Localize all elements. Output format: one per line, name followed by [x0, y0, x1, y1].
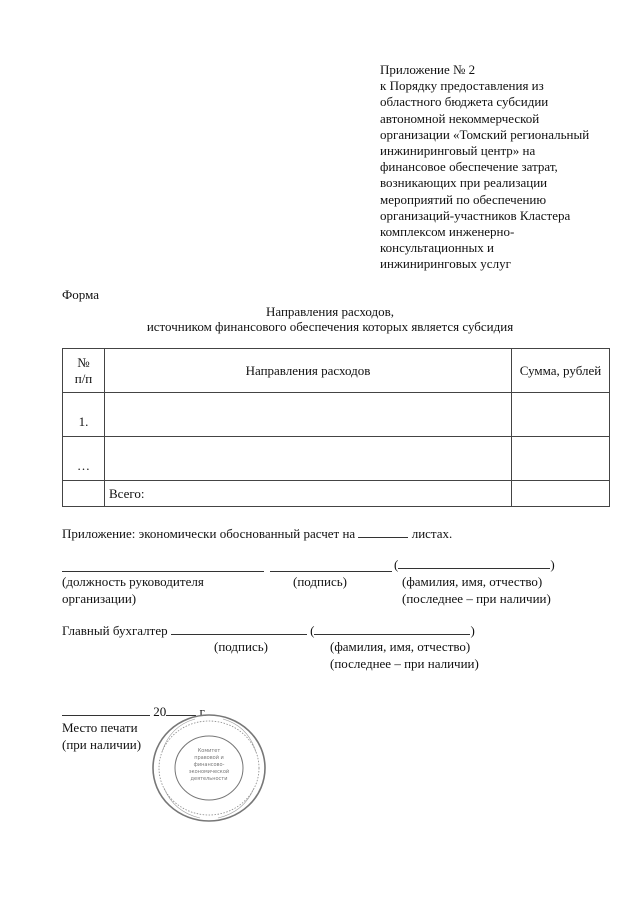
seal-label: Место печати: [62, 720, 138, 735]
appendix-header: [380, 62, 630, 273]
document-title-line1: Направления расходов,: [265, 304, 395, 319]
date-year-suffix: г.: [199, 704, 207, 719]
head-position-caption-2: организации): [62, 591, 137, 606]
accountant-label: Главный бухгалтер: [62, 623, 168, 638]
appendix-line: организаций-участников Кластера: [380, 207, 571, 223]
svg-text:Комитет: Комитет: [197, 748, 221, 754]
head-position-field[interactable]: [62, 560, 264, 572]
appendix-line: Приложение № 2: [380, 62, 476, 77]
accountant-signature-caption: (подпись): [214, 639, 268, 654]
head-position-caption: (должность руководителя: [62, 574, 204, 589]
document-title-line2: источником финансового обеспечения которых является субсидия: [146, 319, 514, 334]
form-label: Форма: [62, 287, 99, 302]
header-number: [63, 349, 105, 393]
close-paren: ): [550, 557, 555, 572]
accountant-name-caption-2: (последнее – при наличии): [330, 656, 479, 671]
accountant-name-caption: (фамилия, имя, отчество): [330, 639, 471, 654]
row-direction-cell[interactable]: [105, 437, 512, 481]
appendix-line: организации «Томский региональный: [380, 126, 590, 142]
expenses-table: [62, 348, 610, 507]
attachment-suffix: листах.: [411, 526, 453, 541]
row-sum-cell[interactable]: [512, 393, 610, 437]
accountant-name-field[interactable]: [314, 623, 470, 635]
appendix-line: комплексом инженерно-: [380, 224, 515, 240]
close-paren: ): [470, 623, 475, 638]
appendix-line: инжиниринговый центр» на: [380, 143, 536, 159]
head-signature-field[interactable]: [270, 560, 392, 572]
official-stamp: [150, 712, 268, 824]
svg-text:финансово-: финансово-: [193, 762, 225, 768]
table-header-row: [63, 349, 610, 393]
open-paren: (: [394, 557, 399, 572]
row-direction-cell[interactable]: [105, 393, 512, 437]
stamp-seal-icon: [150, 712, 268, 824]
appendix-line: инжиниринговых услуг: [380, 256, 511, 272]
table-total-row: [63, 481, 610, 507]
appendix-line: консультационных и: [380, 240, 494, 256]
appendix-line: областного бюджета субсидии: [380, 94, 549, 110]
head-name-field[interactable]: [398, 557, 550, 569]
seal-label-2: (при наличии): [62, 737, 142, 752]
table-row: [63, 393, 610, 437]
open-paren: (: [310, 623, 315, 638]
appendix-line: к Порядку предоставления из: [380, 78, 544, 94]
attachment-line: [62, 526, 452, 542]
header-number-line1: №: [77, 354, 90, 370]
row-number: 1.: [63, 393, 105, 437]
date-year-prefix: 20: [153, 704, 167, 719]
total-sum-cell[interactable]: [512, 481, 610, 507]
accountant-line: [62, 623, 475, 639]
appendix-line: автономной некоммерческой: [380, 110, 540, 126]
head-name-caption-2: (последнее – при наличии): [402, 591, 551, 606]
head-name-bracket: [394, 557, 555, 573]
svg-text:экономической: экономической: [188, 769, 230, 775]
appendix-line: финансовое обеспечение затрат,: [380, 159, 558, 175]
total-label: Всего:: [105, 481, 512, 507]
row-sum-cell[interactable]: [512, 437, 610, 481]
accountant-signature-field[interactable]: [171, 623, 307, 635]
head-name-caption: (фамилия, имя, отчество): [402, 574, 543, 589]
appendix-line: возникающих при реализации: [380, 175, 548, 191]
sheets-count-field[interactable]: [358, 526, 408, 538]
appendix-line: мероприятий по обеспечению: [380, 191, 547, 207]
svg-text:правовой и: правовой и: [194, 755, 224, 761]
header-direction: Направления расходов: [105, 349, 512, 393]
svg-text:деятельности: деятельности: [190, 776, 228, 782]
header-number-line2: п/п: [74, 370, 93, 386]
total-number-cell: [63, 481, 105, 507]
head-signature-caption: (подпись): [293, 574, 347, 589]
attachment-prefix: Приложение: экономически обоснованный расчет на: [62, 526, 356, 541]
table-row: [63, 437, 610, 481]
date-day-month-field[interactable]: [62, 704, 150, 716]
row-number: …: [63, 437, 105, 481]
header-sum: Сумма, рублей: [512, 349, 610, 393]
